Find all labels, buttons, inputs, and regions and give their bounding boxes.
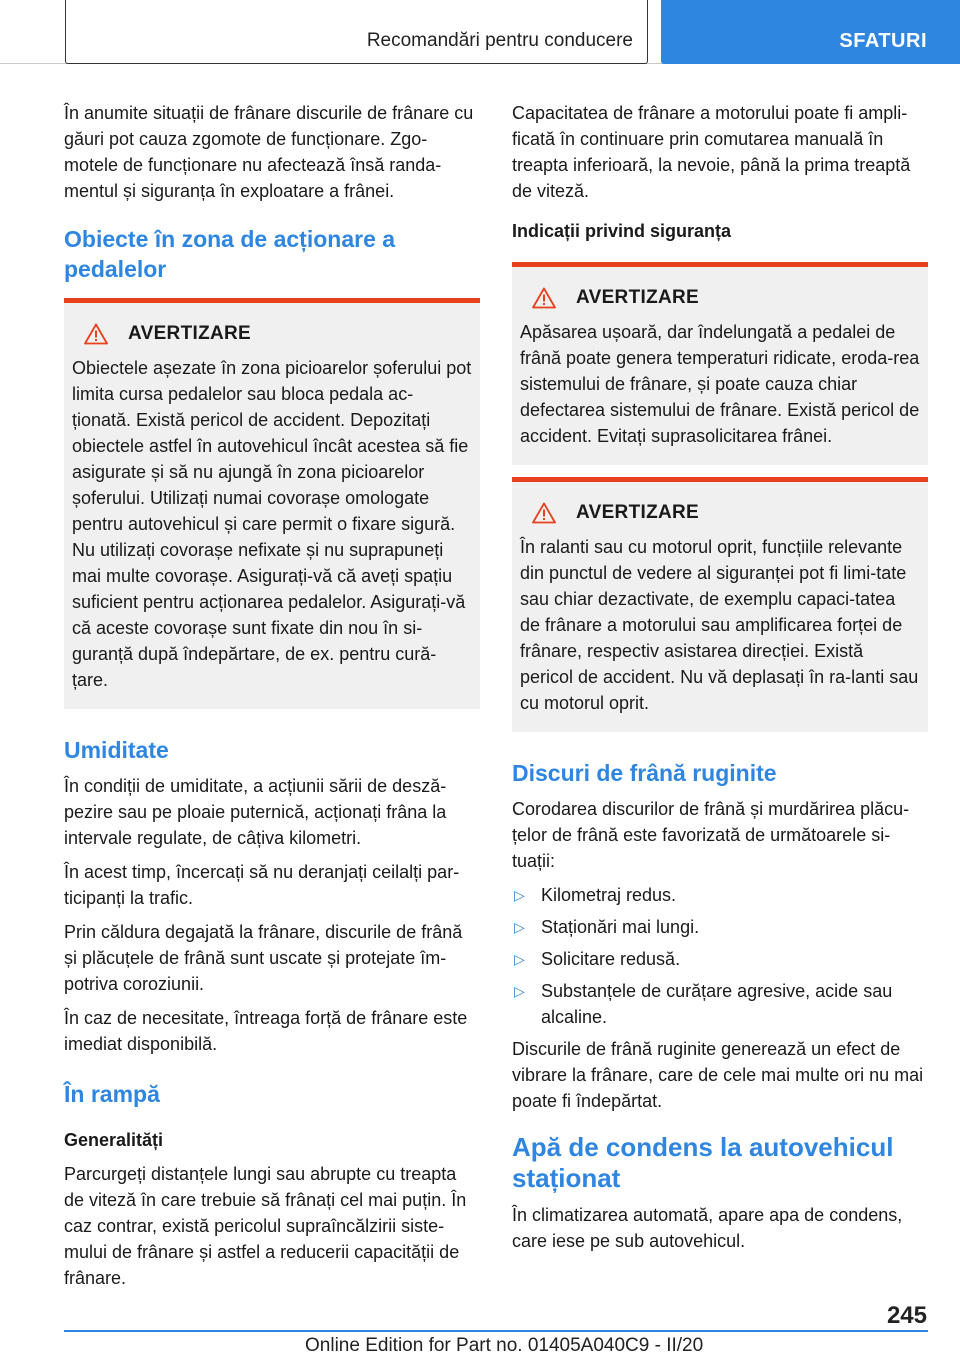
triangle-bullet-icon: ▷ [514,887,525,903]
warning-title: AVERTIZARE [128,323,251,344]
humidity-paragraph-3: Prin căldura degajată la frânare, discurile de frână și plăcuțele de frână sunt uscate și protejate îm-potriva coroziunii. [64,922,463,994]
list-item [512,914,928,940]
warning-box-brake-pedal [512,262,928,465]
rust-conditions-list [512,882,928,1030]
general-subheading: Generalități [64,1130,164,1150]
header-tab-label: SFATURI [839,30,927,52]
humidity-heading: Umiditate [64,737,169,763]
list-item [512,882,928,908]
humidity-paragraph-1: În condiții de umiditate, a acțiunii sării de desză-pezire sau pe ploaie puternică, acționați frâna la intervale regulate, de câțiva kilometri. [64,776,447,848]
warning-triangle-icon [532,502,556,524]
page-number: 245 [886,1302,927,1329]
warning-text: În ralanti sau cu motorul oprit, funcțiile relevante din punctul de vedere al siguranței pot fi limi-tate sau chiar dezactivate, de exemplu capaci-tatea de frânare a motorului sau amplificarea forței de frânare, respectiv asistarea direcției. Există pericol de accident. Nu vă deplasați în ra-lanti sau cu motorul oprit. [520,537,919,713]
ramp-heading: În rampă [64,1081,160,1107]
left-column [64,100,480,1299]
list-item-text: Kilometraj redus. [541,885,677,905]
list-item-text: Substanțele de curățare agresive, acide sau alcaline. [541,981,893,1027]
warning-title: AVERTIZARE [576,287,699,308]
warning-header [74,319,472,349]
header-section-title: Recomandări pentru conducere [366,30,633,51]
right-column [512,100,928,1262]
header-section-box [65,0,648,64]
warning-header [522,283,920,313]
warning-triangle-icon [84,323,108,345]
condensate-paragraph: În climatizarea automată, apare apa de condens, care iese pe sub autovehicul. [512,1205,903,1251]
list-item-text: Staționări mai lungi. [541,917,700,937]
humidity-paragraph-2: În acest timp, încercați să nu deranjați ceilalți par-ticipanți la trafic. [64,862,460,908]
warning-title: AVERTIZARE [576,502,699,523]
footer-edition-text: Online Edition for Part no. 01405A040C9 - II/20 [305,1335,704,1356]
warning-triangle-icon [532,287,556,309]
warning-text: Obiectele așezate în zona picioarelor șoferului pot limita cursa pedalelor sau bloca pedala ac-ționată. Există pericol de accident. Depozitați obiectele astfel în autovehicul încât acestea să fie asigurate și să nu ajungă în zona picioarelor șoferului. Utilizați numai covorașe omologate pentru autovehicul și care permit o fixare sigură. Nu utilizați covorașe nefixate și nu suprapuneți mai multe covorașe. Asigurați-vă că aveți spațiu suficient pentru acționarea pedalelor. Asigurați-vă că aceste covorașe sunt fixate din nou în si-guranță după îndepărtare, de ex. pentru cură-țare. [72,358,472,690]
warning-box-idle [512,477,928,732]
humidity-paragraph-4: În caz de necesitate, întreaga forță de frânare este imediat disponibilă. [64,1008,468,1054]
rust-intro-paragraph: Corodarea discurilor de frână și murdărirea plăcu-țelor de frână este favorizată de următoarele si-tuații: [512,799,910,871]
triangle-bullet-icon: ▷ [514,951,525,967]
condensate-heading: Apă de condens la autovehicul staționat [512,1132,894,1193]
list-item-text: Solicitare redusă. [541,949,681,969]
triangle-bullet-icon: ▷ [514,919,525,935]
list-item [512,946,928,972]
pedals-heading: Obiecte în zona de acționare a pedalelor [64,226,396,282]
intro-paragraph: În anumite situații de frânare discurile de frânare cu găuri pot cauza zgomote de funcționare. Zgo-motele de funcționare nu afectează însă randa-mentul și siguranța în exploatare a frânei. [64,103,474,201]
engine-brake-paragraph: Capacitatea de frânare a motorului poate fi ampli-ficată în continuare prin comutarea manuală în treapta inferioară, la nevoie, până la prima treaptă de viteză. [512,103,911,201]
list-item [512,978,928,1030]
general-paragraph: Parcurgeți distanțele lungi sau abrupte cu treapta de viteză în care trebuie să frânați cel mai puțin. În caz contrar, există pericolul supraîncălzirii siste-mului de frânare și astfel a reducerii capacității de frânare. [64,1164,467,1288]
rust-heading: Discuri de frână ruginite [512,760,777,786]
warning-text: Apăsarea ușoară, dar îndelungată a pedalei de frână poate genera temperaturi ridicate, eroda-rea sistemului de frânare, și poate cauza chiar defectarea sistemului de frânare. Există pericol de accident. Evitați suprasolicitarea frânei. [520,322,920,446]
triangle-bullet-icon: ▷ [514,983,525,999]
rust-outro-paragraph: Discurile de frână ruginite generează un efect de vibrare la frânare, care de cele mai multe ori nu mai poate fi îndepărtat. [512,1039,924,1111]
header-chapter-tab [661,0,960,64]
warning-box-pedals [64,298,480,709]
warning-header [522,498,920,528]
footer-rule [64,1330,928,1332]
safety-subheading: Indicații privind siguranța [512,221,732,241]
